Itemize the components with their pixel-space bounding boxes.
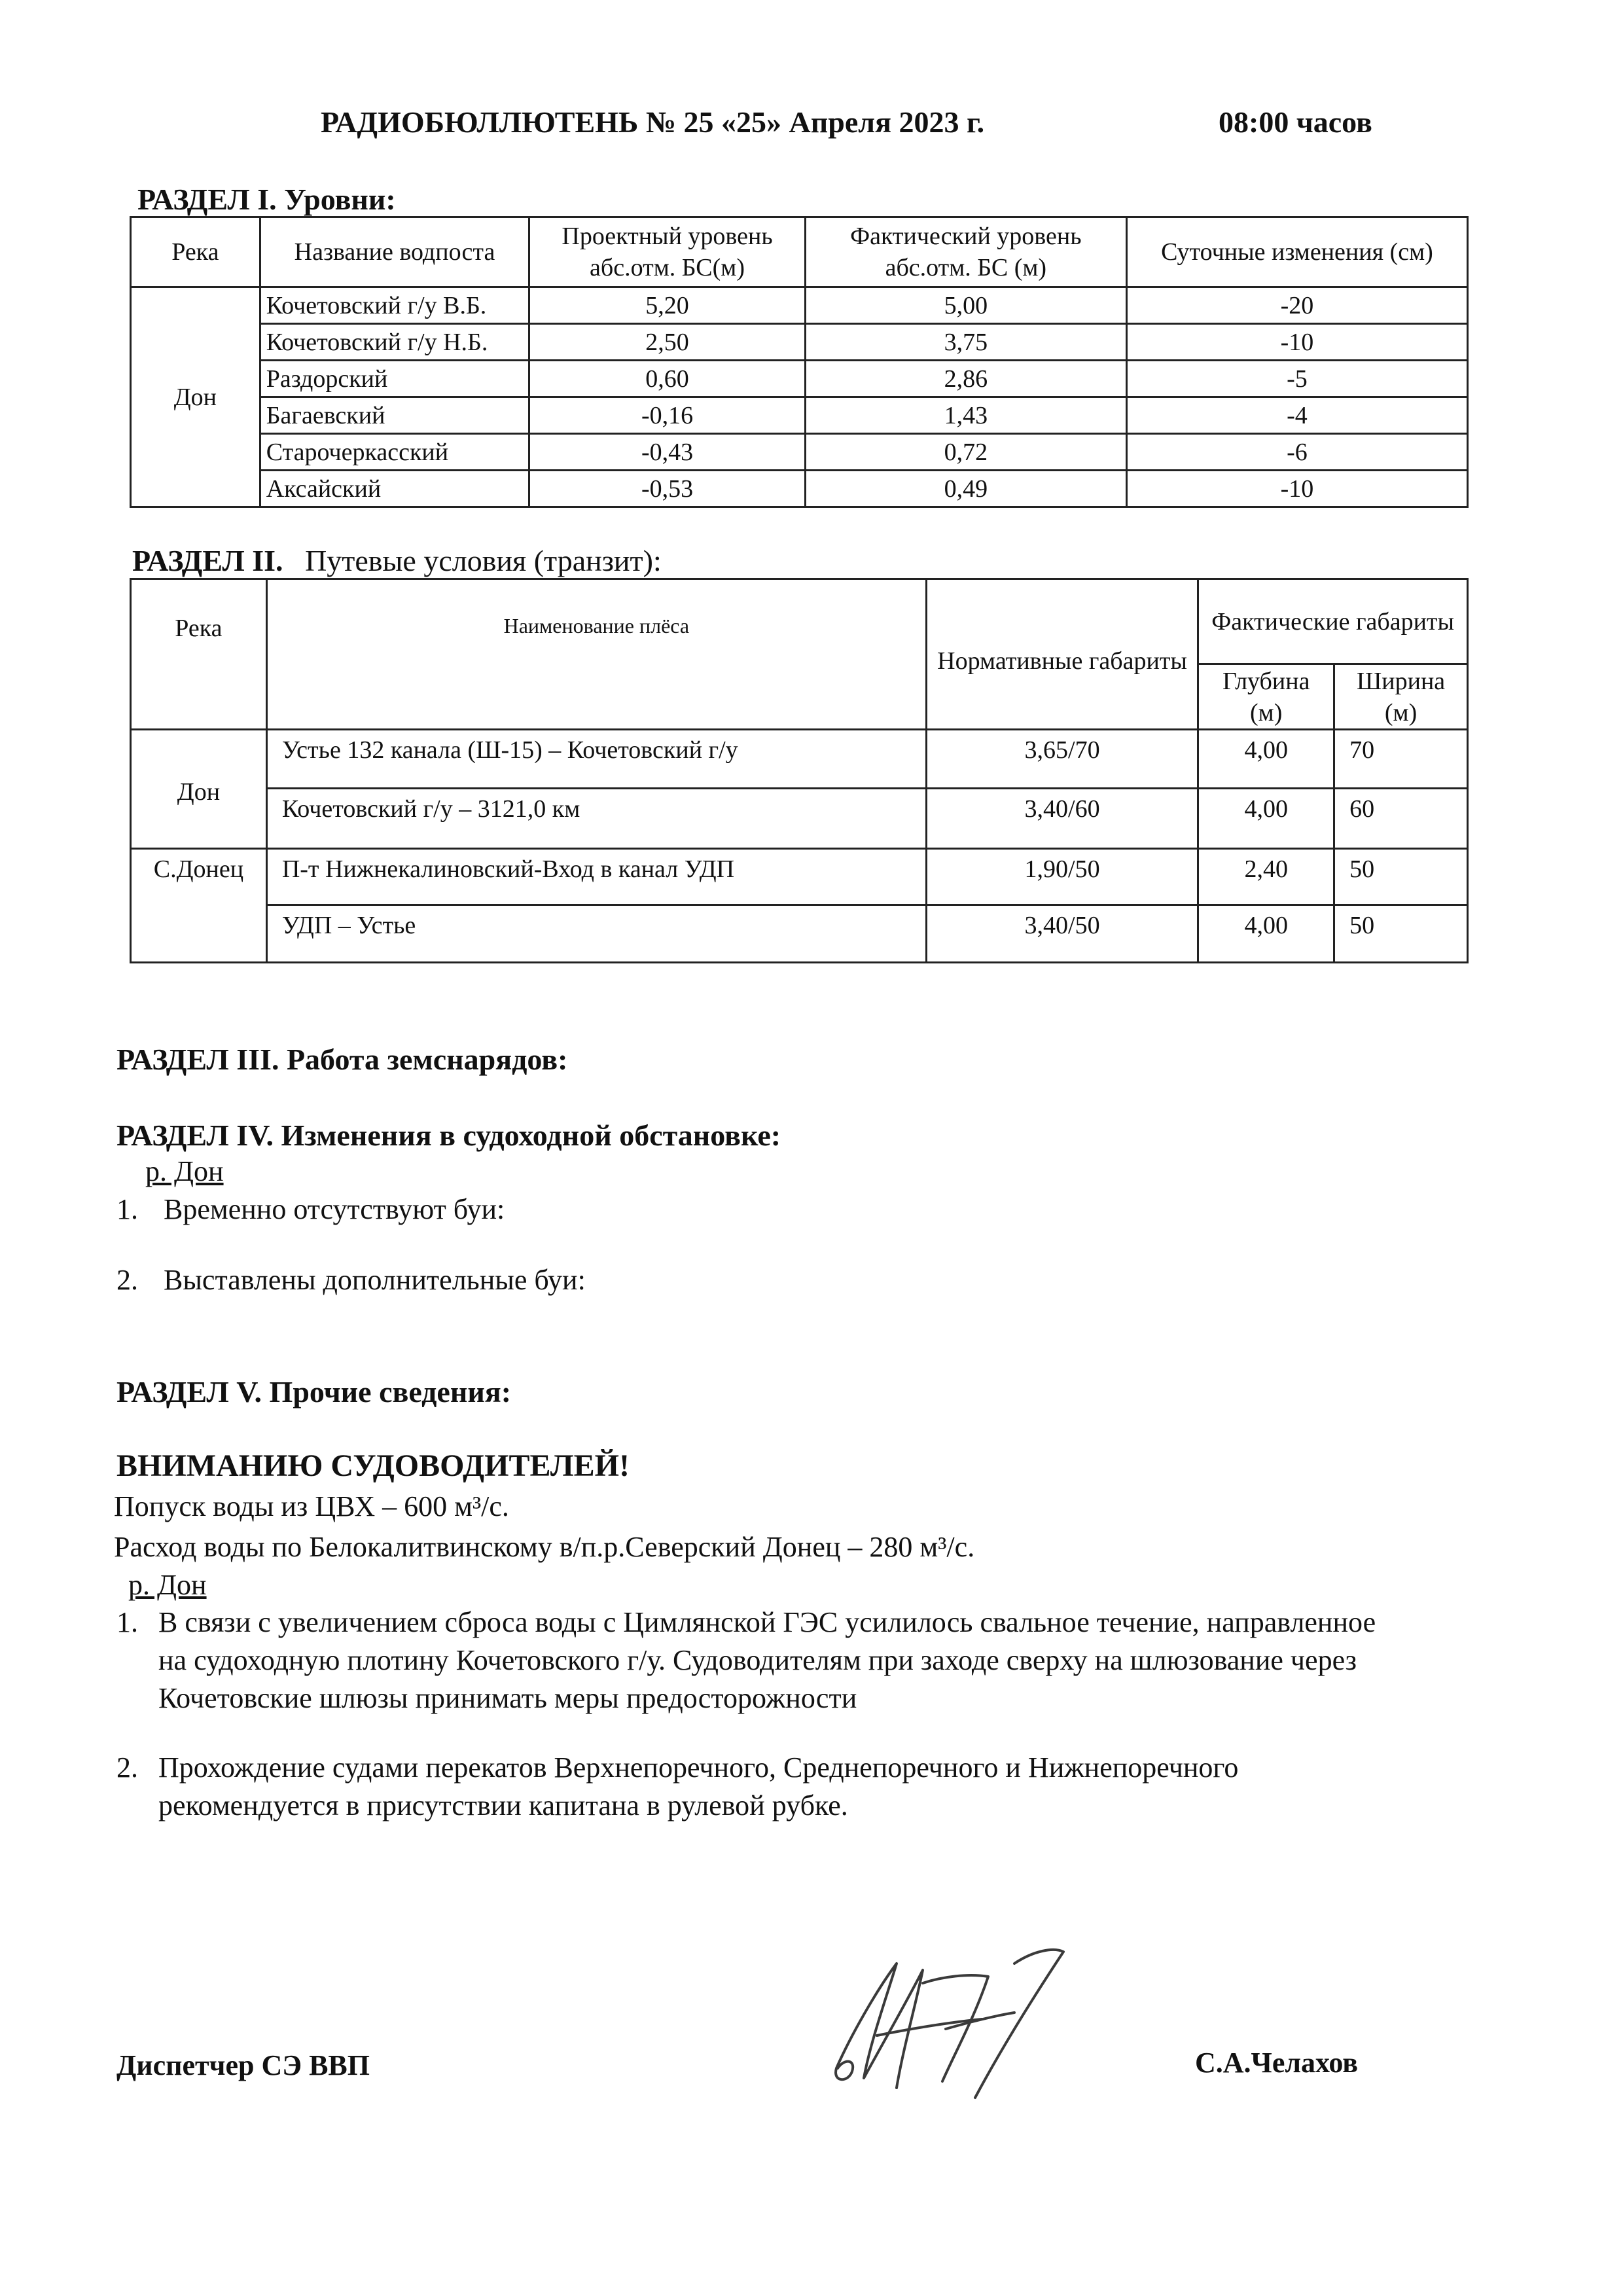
list-item-number: 2. xyxy=(116,1264,138,1296)
river-label: р. Дон xyxy=(128,1569,207,1601)
table-header-row xyxy=(131,579,1468,664)
actual-level: 3,75 xyxy=(805,324,1126,361)
section5-heading: РАЗДЕЛ V. Прочие сведения: xyxy=(116,1375,512,1408)
reach-name: П-т Нижнекалиновский-Вход в канал УДП xyxy=(266,849,926,905)
list-item-number: 1. xyxy=(116,1606,138,1638)
river-label: р. Дон xyxy=(145,1155,224,1187)
col-header-width: Ширина (м) xyxy=(1334,664,1468,730)
actual-level: 1,43 xyxy=(805,397,1126,434)
dispatcher-title: Диспетчер СЭ ВВП xyxy=(116,2049,370,2081)
list-item-line: В связи с увеличением сброса воды с Цимлянской ГЭС усилилось свальное течение, направленное xyxy=(158,1606,1376,1638)
discharge-line: Попуск воды из ЦВХ – 600 м³/с. xyxy=(114,1490,509,1522)
design-level: -0,53 xyxy=(529,471,805,507)
section1-heading: РАЗДЕЛ I. Уровни: xyxy=(137,183,396,216)
list-item-line: Прохождение судами перекатов Верхнепоречного, Среднепоречного и Нижнепоречного xyxy=(158,1751,1239,1784)
table-row xyxy=(131,849,1468,905)
section4-heading: РАЗДЕЛ IV. Изменения в судоходной обстановке: xyxy=(116,1119,781,1152)
section2-heading xyxy=(132,543,662,578)
design-level: 0,60 xyxy=(529,361,805,397)
col-header-depth: Глубина (м) xyxy=(1198,664,1334,730)
list-item xyxy=(116,1604,1556,1717)
list-item-text: Временно отсутствуют буи: xyxy=(164,1193,505,1225)
document-header xyxy=(0,105,1623,151)
actual-level: 0,72 xyxy=(805,434,1126,471)
daily-change: -5 xyxy=(1126,361,1467,397)
col-header-actual-level: Фактический уровень абс.отм. БС (м) xyxy=(805,217,1126,287)
actual-width: 70 xyxy=(1334,730,1468,789)
levels-table xyxy=(130,216,1469,508)
actual-level: 0,49 xyxy=(805,471,1126,507)
river-cell: Дон xyxy=(131,730,267,849)
table-row xyxy=(131,434,1468,471)
daily-change: -6 xyxy=(1126,434,1467,471)
actual-depth: 4,00 xyxy=(1198,789,1334,849)
reach-name: Кочетовский г/у – 3121,0 км xyxy=(266,789,926,849)
table-header-row xyxy=(131,217,1468,287)
actual-depth: 4,00 xyxy=(1198,730,1334,789)
post-name: Багаевский xyxy=(260,397,529,434)
table-row xyxy=(131,471,1468,507)
handwritten-signature xyxy=(818,1937,1093,2108)
actual-depth: 4,00 xyxy=(1198,905,1334,963)
daily-change: -20 xyxy=(1126,287,1467,324)
transit-table xyxy=(130,578,1469,963)
post-name: Кочетовский г/у Н.Б. xyxy=(260,324,529,361)
list-item-text xyxy=(158,1749,1556,1825)
attention-heading: ВНИМАНИЮ СУДОВОДИТЕЛЕЙ! xyxy=(116,1448,630,1483)
actual-width: 50 xyxy=(1334,905,1468,963)
daily-change: -10 xyxy=(1126,471,1467,507)
post-name: Аксайский xyxy=(260,471,529,507)
section2-heading-label: РАЗДЕЛ II. xyxy=(132,544,283,577)
design-level: -0,43 xyxy=(529,434,805,471)
col-header-actual: Фактические габариты xyxy=(1198,579,1468,664)
list-item xyxy=(116,1263,1098,1297)
col-header-normative: Нормативные габариты xyxy=(926,579,1198,730)
table-row xyxy=(131,361,1468,397)
list-item-text: Выставлены дополнительные буи: xyxy=(164,1264,586,1296)
list-item xyxy=(116,1193,1098,1226)
list-item-number: 1. xyxy=(116,1193,138,1225)
normative-size: 1,90/50 xyxy=(926,849,1198,905)
river-cell: С.Донец xyxy=(131,849,267,963)
reach-name: Устье 132 канала (Ш-15) – Кочетовский г/у xyxy=(266,730,926,789)
table-row xyxy=(131,287,1468,324)
normative-size: 3,40/60 xyxy=(926,789,1198,849)
post-name: Кочетовский г/у В.Б. xyxy=(260,287,529,324)
post-name: Старочеркасский xyxy=(260,434,529,471)
table-row xyxy=(131,905,1468,963)
actual-width: 60 xyxy=(1334,789,1468,849)
table-row xyxy=(131,397,1468,434)
river-cell: Дон xyxy=(131,287,260,507)
section2-heading-title: Путевые условия (транзит): xyxy=(305,544,662,577)
table-row xyxy=(131,324,1468,361)
actual-width: 50 xyxy=(1334,849,1468,905)
actual-level: 2,86 xyxy=(805,361,1126,397)
list-item-line: Кочетовские шлюзы принимать меры предосторожности xyxy=(158,1682,857,1714)
list-item-text xyxy=(158,1604,1556,1717)
col-header-daily-change: Суточные изменения (см) xyxy=(1126,217,1467,287)
list-item xyxy=(116,1749,1556,1825)
col-header-river: Река xyxy=(131,217,260,287)
col-header-river: Река xyxy=(131,579,267,730)
dispatcher-name: С.А.Челахов xyxy=(1195,2047,1359,2079)
post-name: Раздорский xyxy=(260,361,529,397)
normative-size: 3,65/70 xyxy=(926,730,1198,789)
design-level: -0,16 xyxy=(529,397,805,434)
table-row xyxy=(131,789,1468,849)
col-header-reach: Наименование плёса xyxy=(266,579,926,730)
reach-name: УДП – Устье xyxy=(266,905,926,963)
design-level: 2,50 xyxy=(529,324,805,361)
flow-rate-line: Расход воды по Белокалитвинскому в/п.р.Северский Донец – 280 м³/с. xyxy=(114,1531,975,1563)
list-item-line: рекомендуется в присутствии капитана в рулевой рубке. xyxy=(158,1789,848,1821)
normative-size: 3,40/50 xyxy=(926,905,1198,963)
bulletin-time: 08:00 часов xyxy=(1219,105,1372,139)
col-header-post: Название водпоста xyxy=(260,217,529,287)
list-item-number: 2. xyxy=(116,1751,138,1784)
section3-heading: РАЗДЕЛ III. Работа земснарядов: xyxy=(116,1043,568,1076)
daily-change: -4 xyxy=(1126,397,1467,434)
actual-depth: 2,40 xyxy=(1198,849,1334,905)
col-header-design-level: Проектный уровень абс.отм. БС(м) xyxy=(529,217,805,287)
list-item-line: на судоходную плотину Кочетовского г/у. Судоводителям при заходе сверху на шлюзование через xyxy=(158,1644,1357,1676)
table-row xyxy=(131,730,1468,789)
actual-level: 5,00 xyxy=(805,287,1126,324)
design-level: 5,20 xyxy=(529,287,805,324)
daily-change: -10 xyxy=(1126,324,1467,361)
bulletin-title: РАДИОБЮЛЛЮТЕНЬ № 25 «25» Апреля 2023 г. xyxy=(321,105,985,139)
